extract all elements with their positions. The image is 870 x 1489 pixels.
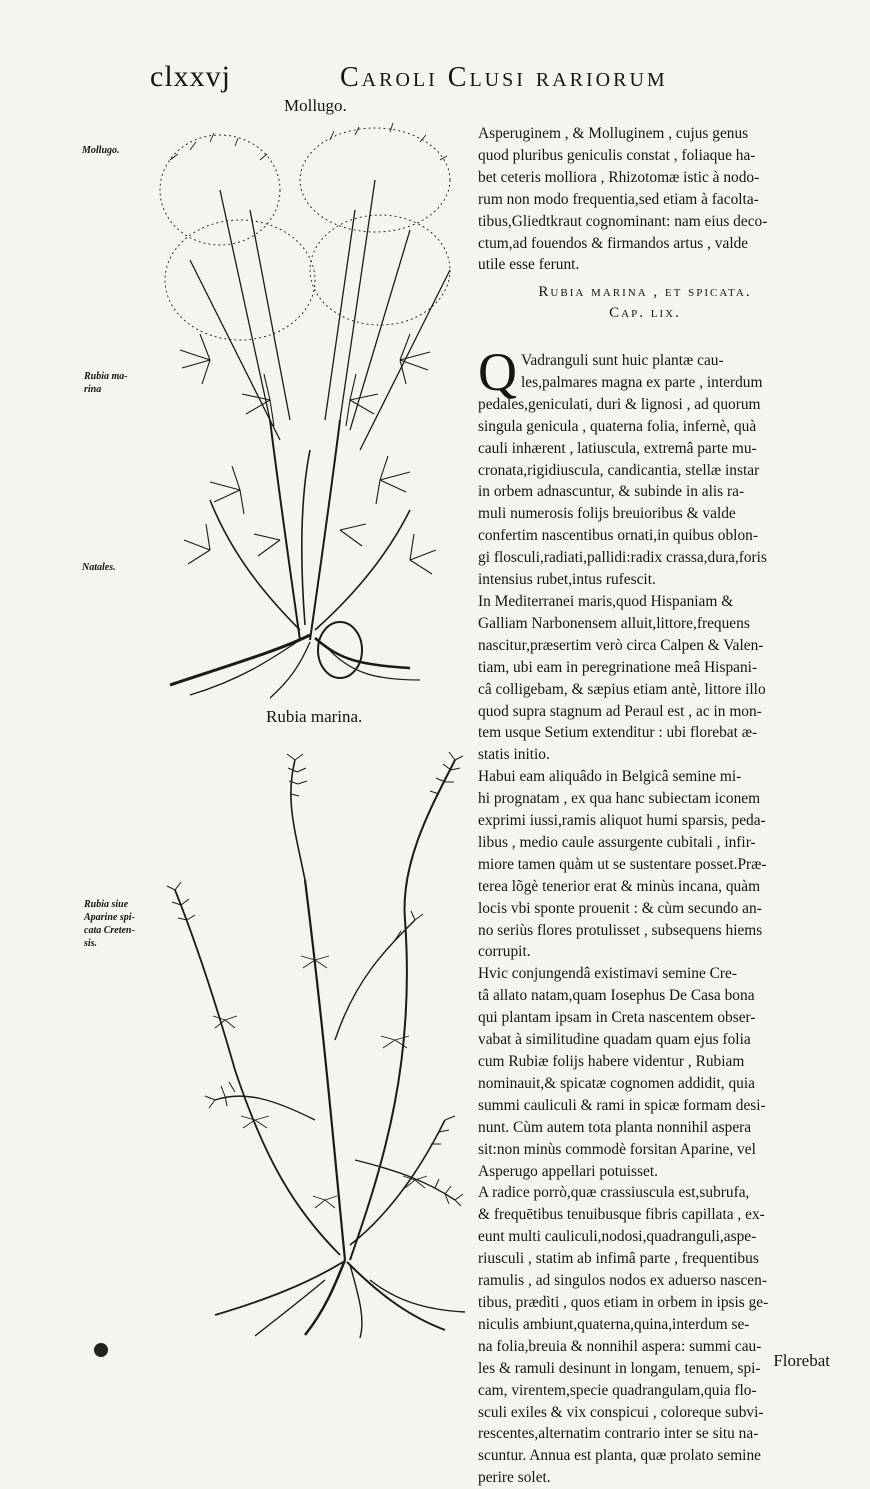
page-number: clxxvj bbox=[150, 60, 231, 93]
text-line: libus , medio caule assurgente cubitali , infir- bbox=[478, 833, 756, 851]
text-line: rum non modo frequentia,sed etiam à facolta- bbox=[478, 190, 759, 208]
paragraph-5 bbox=[478, 1182, 808, 1489]
text-line: perire solet. bbox=[478, 1469, 551, 1487]
text-line: confertim nascentibus ornati,in quibus oblon- bbox=[478, 527, 758, 545]
text-line: Asperuginem , & Molluginem , cujus genus bbox=[478, 125, 749, 142]
text-line: tibus,Gliedtkraut cognominant: nam eius deco- bbox=[478, 212, 768, 230]
text-line: qui plantam ipsam in Creta nascentem obser- bbox=[478, 1009, 756, 1027]
caption-mollugo: Mollugo. bbox=[284, 96, 347, 115]
text-line: Asperugo appellari potuisset. bbox=[478, 1162, 658, 1180]
text-line: statis initio. bbox=[478, 746, 550, 764]
margin-note-line: Rubia siue bbox=[84, 899, 129, 910]
paragraph-3 bbox=[478, 766, 808, 963]
ink-blot bbox=[94, 1343, 108, 1357]
text-line: ramulis , ad singulos nodos ex aduerso nascen- bbox=[478, 1272, 767, 1290]
text-line: corrupit. bbox=[478, 943, 531, 961]
paragraph-4 bbox=[478, 963, 808, 1182]
margin-note-rubia-spicata bbox=[84, 898, 135, 950]
catchword: Florebat bbox=[773, 1351, 830, 1370]
text-line: quod pluribus geniculis constat , foliaque ha- bbox=[478, 146, 756, 164]
woodcut-mollugo-illustration bbox=[150, 120, 475, 705]
text-line: cum Rubiæ folijs habere videntur , Rubiam bbox=[478, 1053, 745, 1070]
text-line: nominauit,& spicatæ cognomen addidit, quia bbox=[478, 1074, 755, 1092]
text-line: sit:non minùs commodè forsitan Aparine, vel bbox=[478, 1140, 756, 1158]
text-line: riusculi , statim ab infimâ parte , frequentibus bbox=[478, 1250, 759, 1268]
text-line: scuntur. Annua est planta, quæ prolato semine bbox=[478, 1447, 761, 1465]
text-line: & frequētibus tenuibusque fibris capillata , ex- bbox=[478, 1206, 765, 1224]
margin-note-line: rina bbox=[84, 384, 102, 395]
text-line: niculis ambiunt,quaterna,quina,interdum se- bbox=[478, 1315, 750, 1333]
margin-note-line: Aparine spi- bbox=[84, 912, 135, 923]
text-line: tem usque Setium extenditur : ubi florebat æ- bbox=[478, 724, 758, 742]
text-line: In Mediterranei maris,quod Hispaniam & bbox=[478, 592, 734, 610]
text-line: quod supra stagnum ad Peraul est , ac in mon- bbox=[478, 702, 762, 720]
chapter-title: Rubia marina , et spicata. bbox=[538, 284, 752, 300]
text-line: les,palmares magna ex parte , interdum bbox=[521, 373, 763, 391]
margin-note-mollugo: Mollugo. bbox=[82, 145, 120, 156]
text-line: rescentes,alternatim contrario inter se situ na- bbox=[478, 1425, 759, 1443]
text-line: terea lõgè tenerior erat & minùs incana, quàm bbox=[478, 877, 761, 895]
intro-paragraph bbox=[478, 123, 808, 276]
text-line: sculi exiles & vix conspicui , coloreque subvi- bbox=[478, 1403, 764, 1421]
text-line: ctum,ad fouendos & firmandos artus , valde bbox=[478, 234, 749, 252]
caption-rubia-marina: Rubia marina. bbox=[266, 707, 363, 726]
text-line: bet ceteris molliora , Rhizotomæ istic à nodo- bbox=[478, 168, 760, 186]
running-title: Caroli Clusi rariorum bbox=[340, 62, 668, 93]
chapter-body bbox=[478, 342, 808, 1489]
paragraph-2 bbox=[478, 591, 808, 766]
text-line: nunt. Cùm autem tota planta nonnihil aspera bbox=[478, 1118, 752, 1136]
margin-note-line: Rubia ma- bbox=[84, 371, 128, 382]
text-line: utile esse ferunt. bbox=[478, 256, 580, 274]
text-line: Galliam Narbonensem alluit,littore,frequens bbox=[478, 614, 750, 632]
text-line: cronata,rigidiuscula, candicantia, stellæ instar bbox=[478, 461, 760, 479]
text-line: tâ allato natam,quam Iosephus De Casa bona bbox=[478, 987, 755, 1005]
text-line: gi flosculi,radiati,pallidi:radix crassa,dura,foris bbox=[478, 549, 767, 567]
text-line: les & ramuli desinunt in longam, tenuem, spi- bbox=[478, 1359, 761, 1377]
text-line: tiam, ubi eam in peregrinatione meâ Hispani- bbox=[478, 658, 758, 676]
text-line: cauli inhærent , latiuscula, extremâ parte mu- bbox=[478, 439, 757, 457]
text-line: locis vbi sponte prouenit : & cùm secundo an- bbox=[478, 899, 762, 917]
text-line: intensius rubet,intus rufescit. bbox=[478, 571, 656, 589]
text-line: pedales,geniculati, duri & lignosi , ad quorum bbox=[478, 395, 761, 413]
text-line: Hvic conjungendâ existimavi semine Cre- bbox=[478, 965, 738, 983]
text-line: Vadranguli sunt huic plantæ cau- bbox=[521, 352, 724, 369]
text-line: in orbem adnascuntur, & subinde in alis ra- bbox=[478, 483, 745, 501]
text-line: no seriùs flores protulisset , subsequens hiems bbox=[478, 921, 763, 939]
text-line: câ colligebam, & sæpius etiam antè, littore illo bbox=[478, 680, 766, 698]
text-line: muli numerosis folijs breuioribus & valde bbox=[478, 505, 736, 523]
dropcap: Q bbox=[478, 342, 517, 402]
text-line: singula genicula , quaterna folia, infernè, quà bbox=[478, 417, 757, 435]
text-line: eunt multi cauliculi,nodosi,quadranguli,aspe- bbox=[478, 1228, 757, 1246]
woodcut-rubia-spicata-illustration bbox=[155, 740, 475, 1340]
text-line: tibus, prædìti , quos etiam in orbem in ipsis ge- bbox=[478, 1293, 769, 1311]
text-line: vabat à similitudine quadam quam ejus folia bbox=[478, 1031, 751, 1049]
text-line: A radice porrò,quæ crassiuscula est,subrufa, bbox=[478, 1184, 750, 1202]
margin-note-line: cata Creten- bbox=[84, 925, 135, 936]
text-line: miore tamen quàm ut se sustentare posset.Præ- bbox=[478, 855, 767, 873]
text-line: cam, virentem,specie quadrangulam,quia flo- bbox=[478, 1381, 757, 1399]
text-line: nascitur,præsertim verò circa Calpen & Valen- bbox=[478, 636, 764, 654]
text-line: na folia,breuia & nonnihil aspera: summi cau- bbox=[478, 1337, 762, 1355]
paragraph-1 bbox=[478, 342, 808, 591]
text-line: summi cauliculi & rami in spicæ formam desi- bbox=[478, 1096, 766, 1114]
margin-note-line: sis. bbox=[84, 938, 98, 949]
chapter-number: Cap. lix. bbox=[609, 305, 681, 321]
text-line: Habui eam aliquâdo in Belgicâ semine mi- bbox=[478, 768, 742, 786]
margin-note-rubia-marina bbox=[84, 370, 128, 396]
margin-note-natales: Natales. bbox=[82, 562, 116, 573]
text-line: exprimi iussi,ramis aliquot humi sparsis, peda- bbox=[478, 812, 766, 830]
text-line: hi prognatam , ex qua hanc subiectam iconem bbox=[478, 790, 761, 808]
